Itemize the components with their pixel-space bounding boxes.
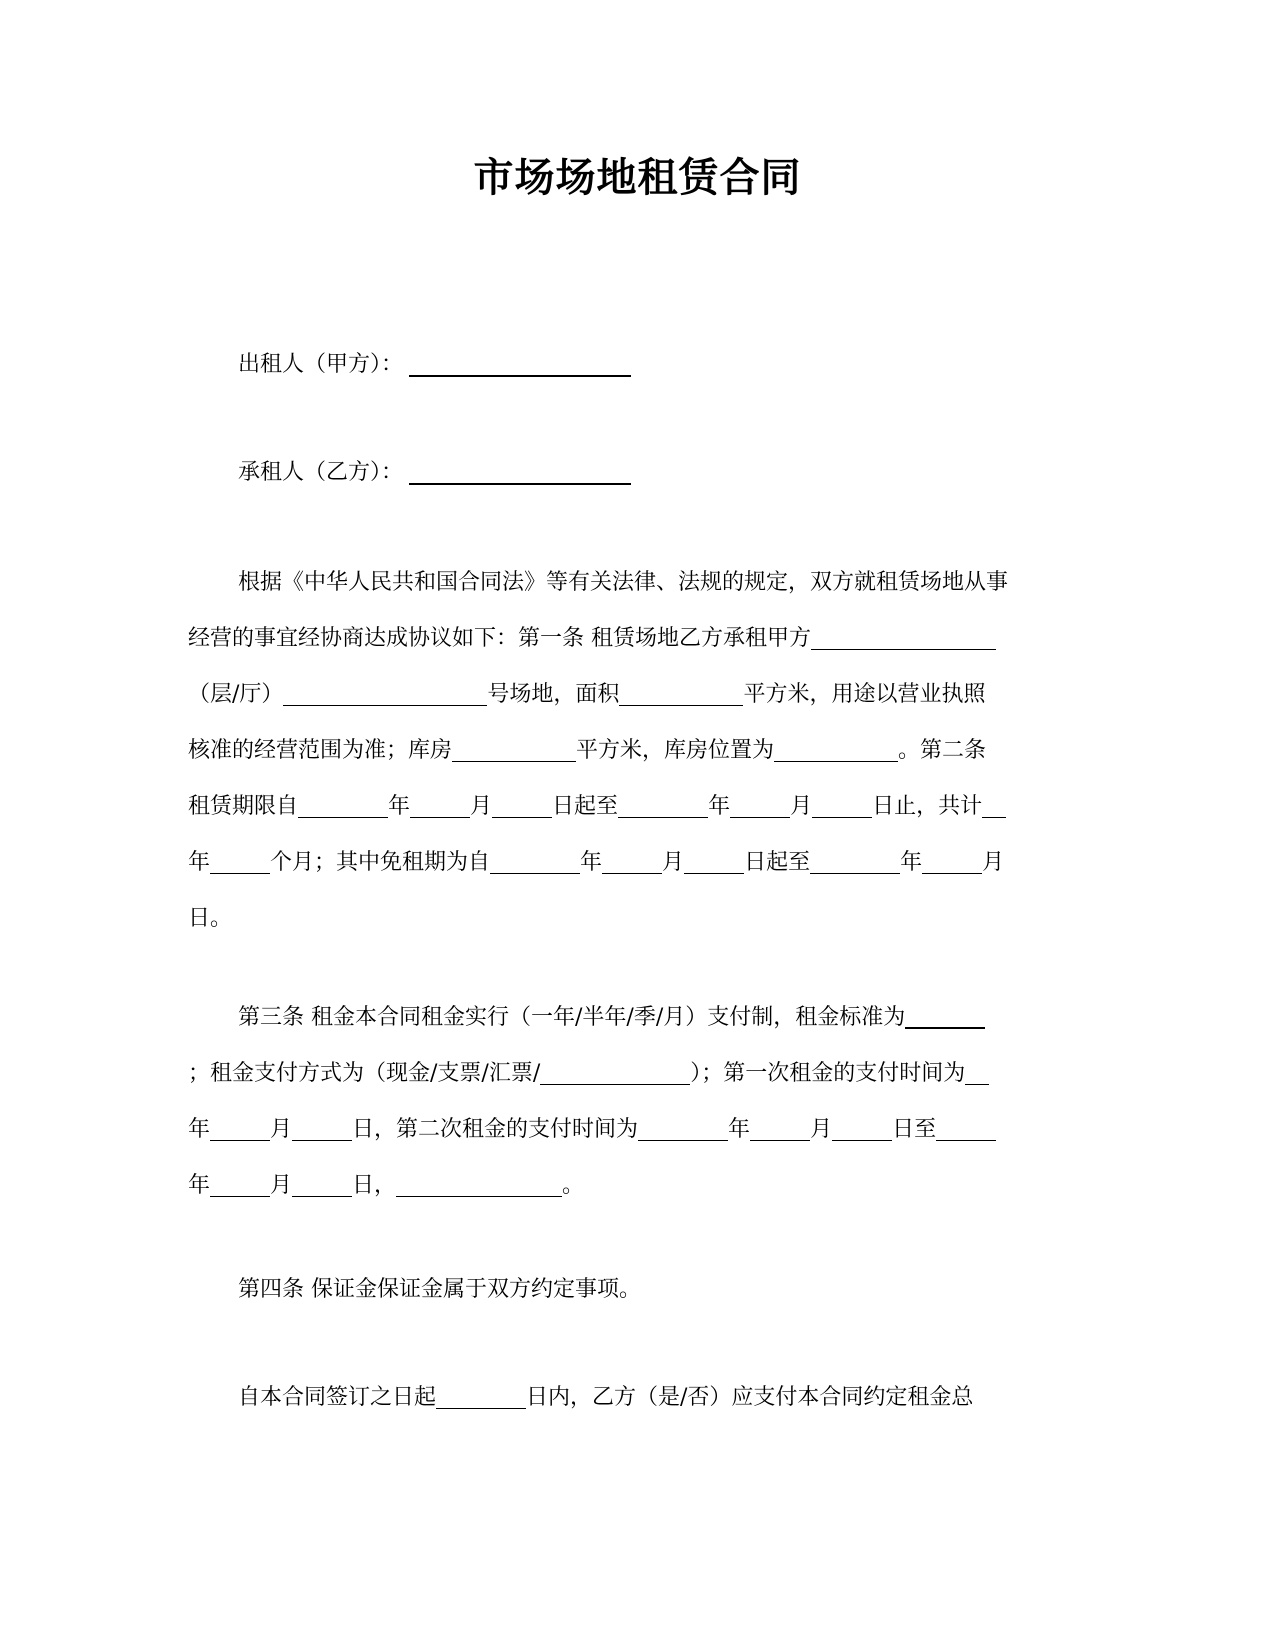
paragraph-article-4 xyxy=(188,1262,1078,1318)
fill-blank xyxy=(490,851,580,874)
text-segment: 月 xyxy=(470,794,493,819)
text-segment: 年 xyxy=(580,850,603,875)
fill-blank xyxy=(410,795,470,818)
text-segment: 月 xyxy=(662,850,685,875)
text-segment: 核准的经营范围为准；库房 xyxy=(188,738,453,763)
lessee-blank xyxy=(409,461,631,485)
fill-blank xyxy=(810,851,900,874)
fill-blank xyxy=(750,1118,810,1141)
text-segment: 平方米，用途以营业执照 xyxy=(743,682,986,707)
text-segment: ；租金支付方式为（现金/支票/汇票/ xyxy=(188,1061,541,1086)
fill-blank xyxy=(436,1386,526,1409)
text-segment: 号场地，面积 xyxy=(487,682,620,707)
text-line xyxy=(188,667,1078,723)
text-segment: 月 xyxy=(810,1117,833,1142)
paragraph-deposit xyxy=(188,1370,1078,1426)
lessor-blank xyxy=(409,353,631,377)
text-segment: 年 xyxy=(388,794,411,819)
paragraph-article-3 xyxy=(188,990,1078,1214)
document-title: 市场场地租赁合同 xyxy=(473,155,802,201)
text-segment: ）；第一次租金的支付时间为 xyxy=(690,1061,966,1086)
fill-blank xyxy=(811,627,996,650)
fill-blank xyxy=(292,1174,352,1197)
text-line xyxy=(188,1262,1078,1318)
text-segment: 年 xyxy=(188,1117,211,1142)
text-segment: 日， xyxy=(352,1173,397,1198)
text-segment: 租赁期限自 xyxy=(188,794,299,819)
text-segment: 月 xyxy=(270,1173,293,1198)
text-line xyxy=(188,1102,1078,1158)
text-segment: （层/厅） xyxy=(188,682,284,707)
fill-blank xyxy=(210,1174,270,1197)
fill-blank xyxy=(283,683,487,706)
lessee-line xyxy=(238,458,631,488)
text-segment: 平方米，库房位置为 xyxy=(576,738,775,763)
fill-blank xyxy=(905,1005,985,1029)
fill-blank xyxy=(774,739,898,762)
fill-blank xyxy=(210,851,270,874)
fill-blank xyxy=(452,739,576,762)
text-segment: 月 xyxy=(982,850,1005,875)
text-segment: 个月；其中免租期为自 xyxy=(270,850,491,875)
fill-blank xyxy=(684,851,744,874)
text-segment: 根据《中华人民共和国合同法》等有关法律、法规的规定，双方就租赁场地从事 xyxy=(238,570,1009,595)
text-segment: 日内，乙方（是/否）应支付本合同约定租金总 xyxy=(526,1385,974,1410)
text-line xyxy=(188,779,1078,835)
text-segment: 日起至 xyxy=(744,850,811,875)
fill-blank xyxy=(602,851,662,874)
fill-blank xyxy=(298,795,388,818)
text-segment: 。 xyxy=(562,1173,585,1198)
text-line xyxy=(188,723,1078,779)
text-line xyxy=(188,1370,1078,1426)
paragraph-article-1-2 xyxy=(188,555,1078,947)
text-segment: 年 xyxy=(708,794,731,819)
text-segment: 日，第二次租金的支付时间为 xyxy=(352,1117,639,1142)
text-segment: 日起至 xyxy=(552,794,619,819)
text-segment: 月 xyxy=(270,1117,293,1142)
text-segment: 年 xyxy=(728,1117,751,1142)
fill-blank xyxy=(540,1062,690,1085)
text-segment: 自本合同签订之日起 xyxy=(238,1385,437,1410)
text-line xyxy=(188,611,1078,667)
text-segment: 日至 xyxy=(892,1117,937,1142)
fill-blank xyxy=(210,1118,270,1141)
text-line xyxy=(188,1046,1078,1102)
text-segment: 月 xyxy=(790,794,813,819)
text-line xyxy=(188,835,1078,891)
text-segment: 年 xyxy=(188,850,211,875)
fill-blank xyxy=(492,795,552,818)
lessor-label: 出租人（甲方）： xyxy=(238,352,404,377)
text-segment: 。第二条 xyxy=(898,738,987,763)
fill-blank xyxy=(618,795,708,818)
fill-blank xyxy=(832,1118,892,1141)
lessee-label: 承租人（乙方）： xyxy=(238,460,404,485)
text-segment: 第三条 租金本合同租金实行（一年/半年/季/月）支付制，租金标准为 xyxy=(238,1005,906,1030)
text-line xyxy=(188,1158,1078,1214)
fill-blank xyxy=(619,683,743,706)
fill-blank xyxy=(638,1118,728,1141)
text-segment: 第四条 保证金保证金属于双方约定事项。 xyxy=(238,1277,641,1302)
text-line xyxy=(188,891,1078,947)
text-line xyxy=(188,990,1078,1046)
fill-blank xyxy=(965,1062,989,1085)
fill-blank xyxy=(922,851,982,874)
text-line xyxy=(188,555,1078,611)
text-segment: 日。 xyxy=(188,906,233,931)
fill-blank xyxy=(812,795,872,818)
fill-blank xyxy=(982,795,1006,818)
lessor-line xyxy=(238,350,631,380)
text-segment: 年 xyxy=(900,850,923,875)
fill-blank xyxy=(292,1118,352,1141)
text-segment: 年 xyxy=(188,1173,211,1198)
text-segment: 经营的事宜经协商达成协议如下：第一条 租赁场地乙方承租甲方 xyxy=(188,626,811,651)
text-segment: 日止，共计 xyxy=(872,794,983,819)
fill-blank xyxy=(936,1118,996,1141)
fill-blank xyxy=(730,795,790,818)
fill-blank xyxy=(396,1174,562,1197)
